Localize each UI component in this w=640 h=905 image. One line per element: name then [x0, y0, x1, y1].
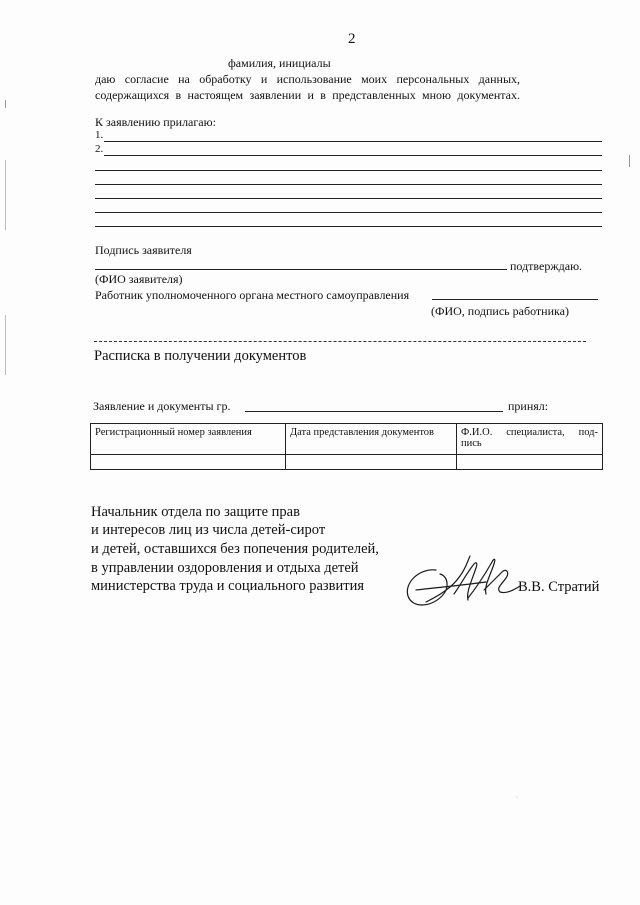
- fio-worker-caption: (ФИО, подпись работника): [431, 304, 569, 318]
- official-line-3: и детей, оставшихся без попечения родителей,: [91, 541, 379, 557]
- handwritten-signature: [396, 550, 536, 620]
- attachment-line[interactable]: [95, 226, 602, 227]
- scan-margin-mark: [629, 155, 630, 167]
- official-name: В.В. Стратий: [518, 579, 600, 595]
- cell-reg-number[interactable]: [91, 455, 286, 470]
- official-line-4: в управлении оздоровления и отдыха детей: [91, 560, 359, 576]
- consent-line-2: содержащихся в настоящем заявлении и в представленных мною документах.: [95, 88, 520, 102]
- page-number: 2: [348, 31, 356, 47]
- consent-line-1: даю согласие на обработку и использование моих персональных данных,: [95, 72, 520, 86]
- attachments-heading: К заявлению прилагаю:: [95, 115, 216, 129]
- header-specialist-line-2: пись: [461, 438, 482, 449]
- fio-caption: фамилия, инициалы: [228, 56, 331, 70]
- attachment-line[interactable]: [95, 212, 602, 213]
- official-line-2: и интересов лиц из числа детей-сирот: [91, 522, 326, 538]
- attachment-line[interactable]: [95, 184, 602, 185]
- receipt-title: Расписка в получении документов: [94, 348, 307, 364]
- official-line-1: Начальник отдела по защите прав: [91, 504, 300, 520]
- scan-margin-mark: [5, 100, 6, 108]
- table-row[interactable]: [91, 455, 603, 470]
- cut-line: [94, 341, 586, 342]
- attachment-line[interactable]: [104, 141, 602, 142]
- cell-submission-date[interactable]: [286, 455, 457, 470]
- scan-margin-mark: [5, 160, 6, 230]
- header-specialist: [457, 424, 603, 455]
- header-specialist-line-1: Ф.И.О. специалиста, под-: [461, 427, 598, 438]
- header-reg-number: Регистрационный номер заявления: [91, 424, 286, 455]
- attachment-item-1: 1.: [95, 129, 104, 141]
- accepted-suffix: принял:: [508, 399, 549, 413]
- applicant-name-line[interactable]: [95, 269, 507, 270]
- attachment-line[interactable]: [104, 155, 602, 156]
- applicant-signature-label: Подпись заявителя: [95, 243, 192, 257]
- receipt-table: [90, 423, 603, 470]
- scan-speck: ·: [516, 795, 518, 801]
- accepted-prefix: Заявление и документы гр.: [93, 399, 231, 413]
- worker-label: Работник уполномоченного органа местного самоуправления: [95, 288, 410, 302]
- attachment-item-2: 2.: [95, 143, 104, 155]
- cell-specialist[interactable]: [457, 455, 603, 470]
- attachment-line[interactable]: [95, 170, 602, 171]
- attachment-line[interactable]: [95, 198, 602, 199]
- scan-margin-mark: [5, 315, 6, 375]
- fio-applicant-caption: (ФИО заявителя): [95, 272, 183, 286]
- confirm-word: подтверждаю.: [510, 259, 583, 273]
- header-submission-date: Дата представления документов: [286, 424, 457, 455]
- citizen-name-line[interactable]: [245, 411, 503, 412]
- table-header-row: [91, 424, 603, 455]
- official-line-5: министерства труда и социального развития: [91, 578, 365, 594]
- worker-signature-line[interactable]: [432, 299, 598, 300]
